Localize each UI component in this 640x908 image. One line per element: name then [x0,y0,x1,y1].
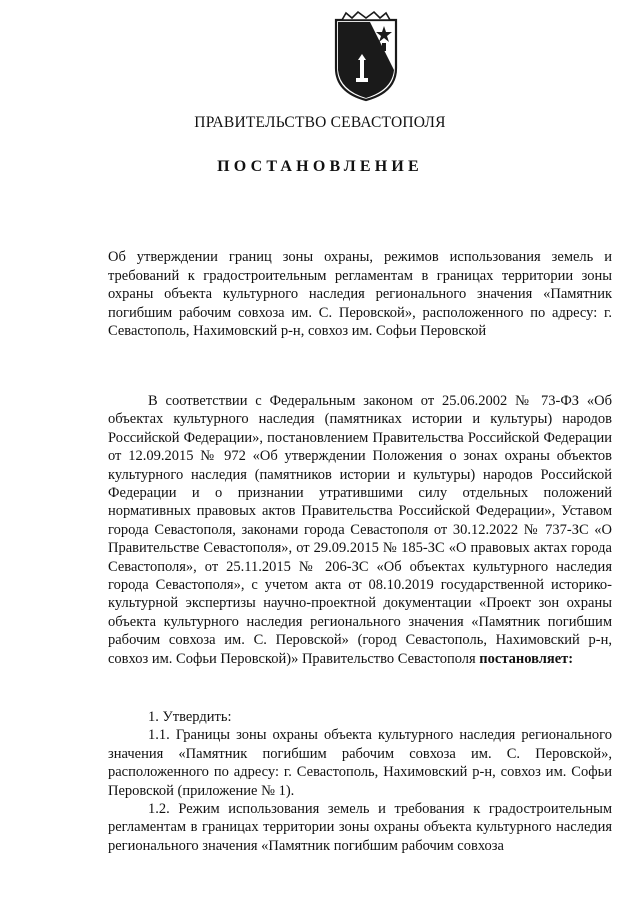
preamble-paragraph [108,392,612,668]
decree-item-1: 1. Утвердить: [148,709,232,725]
document-subject: Об утверждении границ зоны охраны, режимов использования земель и требований к градостроительным регламентам в границах территории зоны охраны объекта культурного наследия регионального значения «Памятник погибшим рабочим совхоза им. С. Перовской», расположенного по адресу: г. Севастополь, Нахимовский р-н, совхоз им. Софьи Перовской [108,249,612,339]
government-name: ПРАВИТЕЛЬСТВО СЕВАСТОПОЛЯ [194,114,446,131]
preamble-text: В соответствии с Федеральным законом от 25.06.2002 № 73-ФЗ «Об объектах культурного наследия (памятниках истории и культуры) народов Российской Федерации», постановлением Правительства Российской Федерации от 12.09.2015 № 972 «Об утверждении Положения о зонах охраны объектов культурного наследия (памятников истории и культуры) народов Российской Федерации и о признании утратившими силу отдельных положений нормативных правовых актов Правительства Российской Федерации», Уставом города Севастополя, законами города Севастополя от 30.12.2022 № 737-ЗС «О Правительстве Севастополя», от 29.09.2015 № 185-ЗС «О правовых актах города Севастополя», от 25.11.2015 № 206-ЗС «Об объектах культурного наследия города Севастополя», с учетом акта от 08.10.2019 государственной историко-культурной экспертизы научно-проектной документации «Проект зон охраны объекта культурного наследия регионального значения «Памятник погибшим рабочим совхоза им. С. Перовской» (город Севастополь, Нахимовский р-н, совхоз им. Софьи Перовской)» Правительство Севастополя [108,393,612,667]
decree-item-1-1: 1.1. Границы зоны охраны объекта культурного наследия регионального значения «Памятник погибшим рабочим совхоза им. С. Перовской», расположенного по адресу: г. Севастополь, Нахимовский р-н, совхоз им. Софьи Перовской (приложение № 1). [108,727,612,799]
decree-item-1-2: 1.2. Режим использования земель и требования к градостроительным регламентам в границах территории зоны охраны объекта культурного наследия регионального значения «Памятник погибшим рабочим совхоза [108,801,612,854]
resolves-keyword: постановляет: [479,650,574,667]
document-type: ПОСТАНОВЛЕНИЕ [217,158,423,175]
decree-body [108,708,612,855]
sevastopol-coat-of-arms-icon [330,10,402,102]
